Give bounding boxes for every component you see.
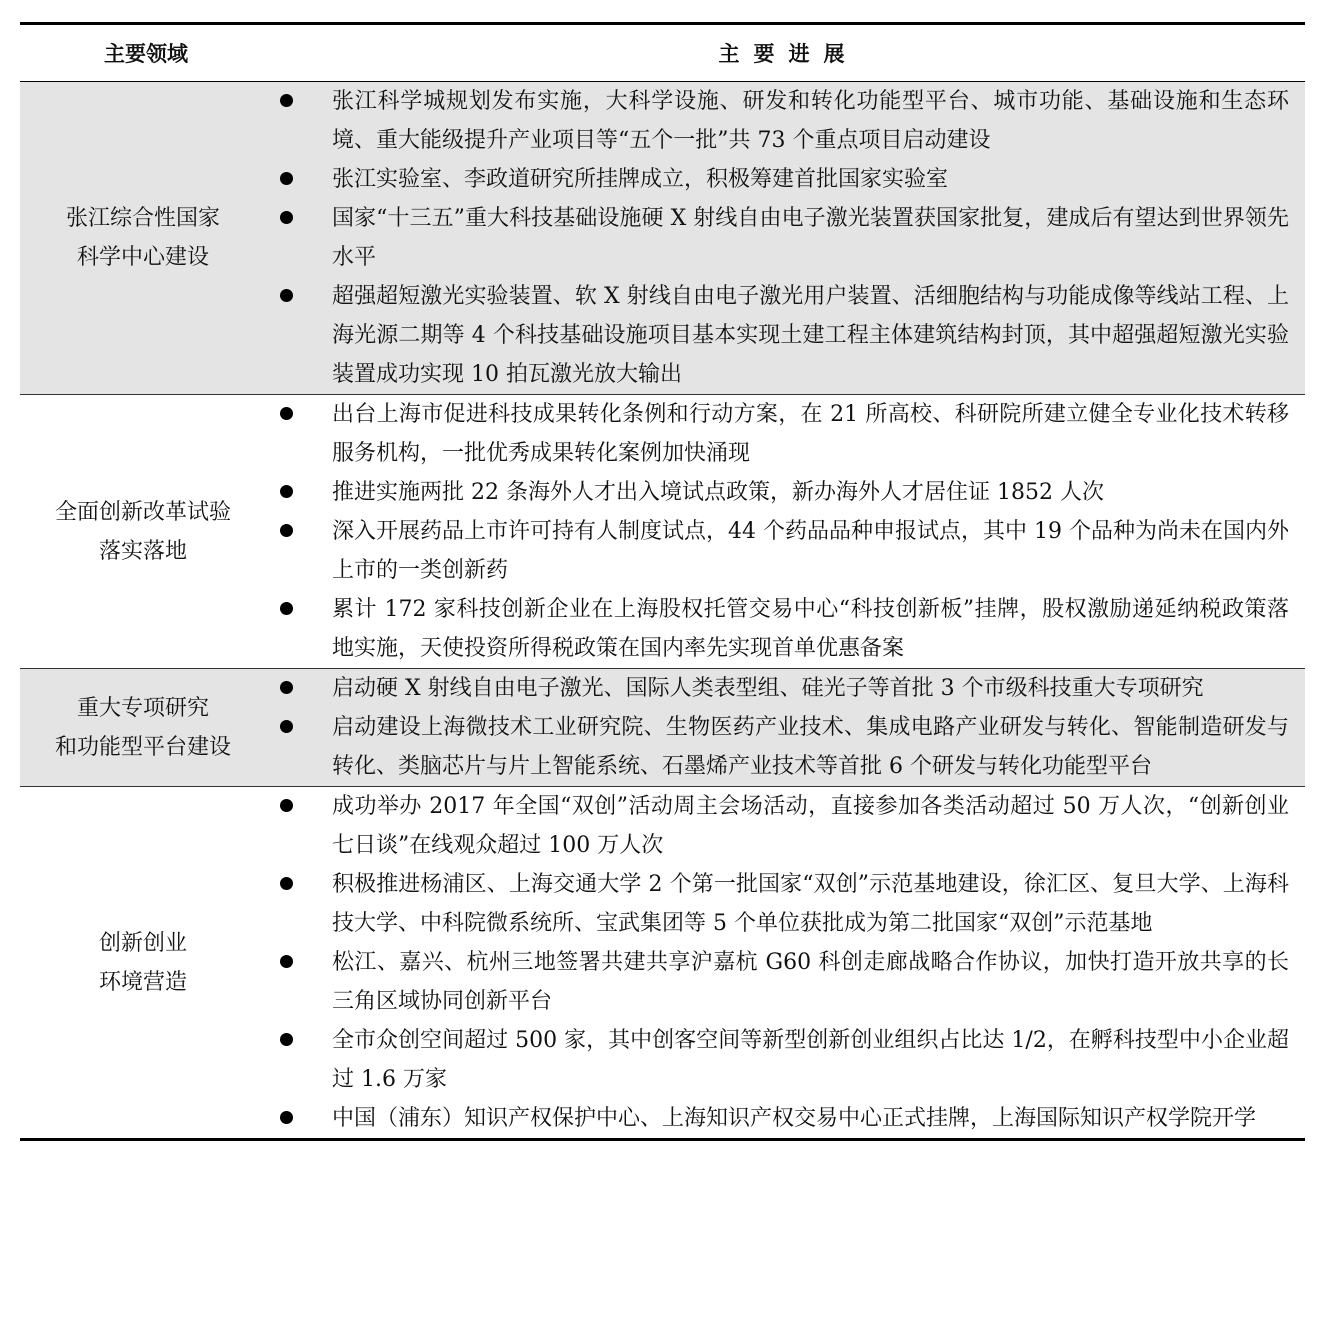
bullet-icon: [280, 485, 293, 498]
progress-item-text: 深入开展药品上市许可持有人制度试点，44 个药品品种申报试点，其中 19 个品种为尚未在国内外上市的一类创新药: [332, 519, 1289, 583]
bullet-icon: [280, 1111, 293, 1124]
list-item: [272, 199, 1305, 277]
list-item: [272, 669, 1305, 708]
bullet-icon: [280, 211, 293, 224]
progress-item-text: 启动建设上海微技术工业研究院、生物医药产业技术、集成电路产业研发与转化、智能制造研发与转化、类脑芯片与片上智能系统、石墨烯产业技术等首批 6 个研发与转化功能型平台: [332, 715, 1289, 779]
bullet-wrap: [272, 82, 332, 121]
bullet-wrap: [272, 1099, 332, 1138]
bullet-icon: [280, 172, 293, 185]
bullet-wrap: [272, 1021, 332, 1060]
progress-cell: [272, 787, 1305, 1140]
progress-item-text: 张江实验室、李政道研究所挂牌成立，积极筹建首批国家实验室: [332, 167, 949, 192]
list-item: [272, 590, 1305, 668]
progress-cell: [272, 395, 1305, 669]
list-item: [272, 943, 1305, 1021]
list-item: [272, 82, 1305, 160]
bullet-icon: [280, 524, 293, 537]
bullet-wrap: [272, 943, 332, 982]
area-label-line: 环境营造: [98, 969, 187, 995]
bullet-icon: [280, 681, 293, 694]
progress-table: [20, 22, 1305, 1141]
bullet-icon: [280, 877, 293, 890]
progress-item-text: 超强超短激光实验装置、软 X 射线自由电子激光用户装置、活细胞结构与功能成像等线站工程、上海光源二期等 4 个科技基础设施项目基本实现土建工程主体建筑结构封顶，其中超强超短激光实验装置成功实现 10 拍瓦激光放大输出: [332, 284, 1289, 387]
bullet-wrap: [272, 395, 332, 434]
progress-item-text: 全市众创空间超过 500 家，其中创客空间等新型创新创业组织占比达 1/2，在孵科技型中小企业超过 1.6 万家: [332, 1028, 1289, 1092]
list-item: [272, 865, 1305, 943]
list-item: [272, 277, 1305, 394]
progress-item-text: 出台上海市促进科技成果转化条例和行动方案，在 21 所高校、科研院所建立健全专业化技术转移服务机构，一批优秀成果转化案例加快涌现: [332, 402, 1289, 466]
bullet-icon: [280, 1033, 293, 1046]
list-item: [272, 1021, 1305, 1099]
bullet-icon: [280, 407, 293, 420]
header-area: 主要领域: [20, 24, 272, 82]
area-label-line: 科学中心建设: [76, 245, 209, 270]
area-cell: [20, 669, 272, 787]
table-row: [20, 669, 1305, 787]
bullet-icon: [280, 289, 293, 302]
list-item: [272, 395, 1305, 473]
area-label-line: 全面创新改革试验: [54, 499, 231, 525]
bullet-wrap: [272, 669, 332, 708]
list-item: [272, 473, 1305, 512]
bullet-icon: [280, 602, 293, 615]
table-row: [20, 395, 1305, 669]
progress-cell: [272, 669, 1305, 787]
bullet-wrap: [272, 277, 332, 316]
area-label-line: 张江综合性国家: [65, 206, 220, 231]
list-item: [272, 160, 1305, 199]
area-label-line: 和功能型平台建设: [54, 734, 231, 760]
bullet-wrap: [272, 787, 332, 826]
progress-item-text: 累计 172 家科技创新企业在上海股权托管交易中心“科技创新板”挂牌，股权激励递延纳税政策落地实施，天使投资所得税政策在国内率先实现首单优惠备案: [332, 597, 1289, 661]
progress-item-text: 积极推进杨浦区、上海交通大学 2 个第一批国家“双创”示范基地建设，徐汇区、复旦大学、上海科技大学、中科院微系统所、宝武集团等 5 个单位获批成为第二批国家“双创”示范基地: [332, 872, 1289, 936]
list-item: [272, 708, 1305, 786]
bullet-wrap: [272, 708, 332, 747]
bullet-icon: [280, 799, 293, 812]
area-label-line: 落实落地: [98, 538, 187, 564]
bullet-wrap: [272, 160, 332, 199]
area-label-line: 创新创业: [98, 930, 187, 956]
progress-cell: [272, 82, 1305, 395]
progress-item-text: 松江、嘉兴、杭州三地签署共建共享沪嘉杭 G60 科创走廊战略合作协议，加快打造开放共享的长三角区域协同创新平台: [332, 950, 1289, 1014]
bullet-icon: [280, 955, 293, 968]
list-item: [272, 512, 1305, 590]
bullet-wrap: [272, 590, 332, 629]
progress-item-text: 国家“十三五”重大科技基础设施硬 X 射线自由电子激光装置获国家批复，建成后有望达到世界领先水平: [332, 206, 1289, 270]
bullet-icon: [280, 94, 293, 107]
table-row: [20, 787, 1305, 1140]
table-row: [20, 82, 1305, 395]
area-label-line: 重大专项研究: [76, 695, 209, 721]
area-cell: [20, 787, 272, 1140]
bullet-wrap: [272, 865, 332, 904]
area-cell: [20, 395, 272, 669]
progress-table-grid: [20, 22, 1305, 1141]
bullet-wrap: [272, 473, 332, 512]
progress-item-text: 中国（浦东）知识产权保护中心、上海知识产权交易中心正式挂牌，上海国际知识产权学院开学: [332, 1106, 1257, 1131]
table-header-row: [20, 24, 1305, 82]
progress-item-text: 启动硬 X 射线自由电子激光、国际人类表型组、硅光子等首批 3 个市级科技重大专项研究: [332, 676, 1204, 701]
list-item: [272, 787, 1305, 865]
progress-item-text: 张江科学城规划发布实施，大科学设施、研发和转化功能型平台、城市功能、基础设施和生态环境、重大能级提升产业项目等“五个一批”共 73 个重点项目启动建设: [332, 89, 1289, 153]
list-item: [272, 1099, 1305, 1138]
bullet-wrap: [272, 512, 332, 551]
progress-item-text: 成功举办 2017 年全国“双创”活动周主会场活动，直接参加各类活动超过 50 万人次，“创新创业七日谈”在线观众超过 100 万人次: [332, 794, 1289, 858]
bullet-icon: [280, 720, 293, 733]
bullet-wrap: [272, 199, 332, 238]
area-cell: [20, 82, 272, 395]
header-progress: 主要进展: [272, 24, 1305, 82]
progress-item-text: 推进实施两批 22 条海外人才出入境试点政策，新办海外人才居住证 1852 人次: [332, 480, 1104, 505]
